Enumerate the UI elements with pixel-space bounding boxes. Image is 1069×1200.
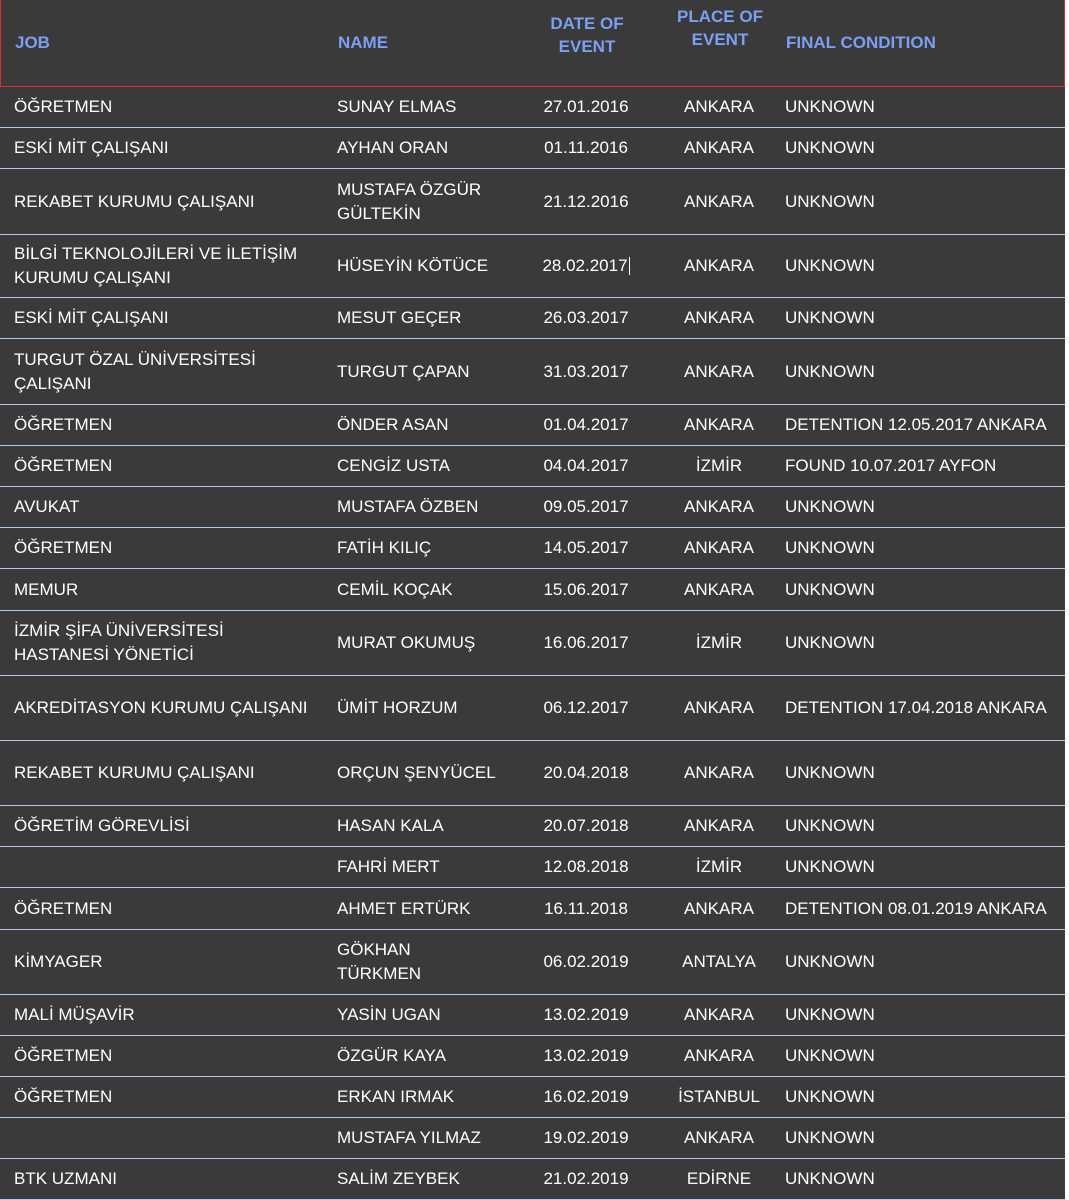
- row-name: ORÇUN ŞENYÜCEL: [337, 763, 496, 782]
- row-name: GÖKHAN TÜRKMEN: [337, 940, 422, 983]
- table-row: [0, 169, 1065, 235]
- row-place: ANKARA: [684, 1005, 754, 1024]
- row-name: MESUT GEÇER: [337, 308, 462, 327]
- table-row: [0, 888, 1065, 930]
- row-final: UNKNOWN: [785, 256, 875, 275]
- row-date: 16.06.2017: [543, 633, 629, 652]
- row-date: 04.04.2017: [543, 456, 629, 475]
- table-row: [0, 446, 1065, 487]
- row-name: FATİH KILIÇ: [337, 538, 432, 557]
- table-row: [0, 741, 1065, 806]
- row-place: ANKARA: [684, 579, 754, 599]
- row-place: ANKARA: [684, 415, 754, 434]
- table-row: [0, 405, 1065, 446]
- row-job: AKREDİTASYON KURUMU ÇALIŞANI: [14, 698, 308, 717]
- row-final: UNKNOWN: [785, 538, 875, 557]
- row-final: UNKNOWN: [785, 1169, 875, 1188]
- row-final: UNKNOWN: [785, 579, 875, 599]
- header-final: FINAL CONDITION: [786, 33, 936, 52]
- row-place: ANTALYA: [682, 952, 756, 971]
- row-final: UNKNOWN: [785, 1087, 875, 1106]
- table-row: [0, 487, 1065, 528]
- row-final: DETENTION 12.05.2017 ANKARA: [785, 415, 1047, 434]
- table-row: [0, 847, 1065, 888]
- row-place: ANKARA: [684, 1128, 754, 1147]
- row-date: 26.03.2017: [543, 308, 629, 327]
- header-name: NAME: [338, 33, 389, 52]
- row-place: ANKARA: [684, 97, 754, 116]
- row-job: KİMYAGER: [14, 952, 103, 971]
- row-job: AVUKAT: [14, 497, 80, 516]
- row-date: 06.12.2017: [543, 698, 629, 717]
- row-date: 16.11.2018: [544, 898, 628, 918]
- row-final: FOUND 10.07.2017 AYFON: [785, 456, 997, 475]
- row-job: ÖĞRETMEN: [14, 1046, 113, 1065]
- row-job: REKABET KURUMU ÇALIŞANI: [14, 763, 255, 782]
- row-date: 31.03.2017: [543, 361, 629, 381]
- row-job: REKABET KURUMU ÇALIŞANI: [14, 191, 255, 211]
- row-job: ÖĞRETİM GÖREVLİSİ: [14, 816, 190, 835]
- row-name: CEMİL KOÇAK: [337, 579, 453, 599]
- table-row: [0, 995, 1065, 1036]
- text-cursor: [629, 257, 630, 275]
- row-name: AYHAN ORAN: [337, 138, 449, 157]
- row-job: BTK UZMANI: [14, 1169, 117, 1188]
- table-row: [0, 676, 1065, 741]
- row-name: YASİN UGAN: [337, 1005, 441, 1024]
- row-name: ÖNDER ASAN: [337, 415, 449, 434]
- table-row: [0, 1036, 1065, 1077]
- row-final: UNKNOWN: [785, 1046, 875, 1065]
- row-final: UNKNOWN: [785, 191, 875, 211]
- row-date: 12.08.2018: [543, 857, 629, 876]
- row-final: DETENTION 08.01.2019 ANKARA: [785, 898, 1047, 918]
- row-place: İSTANBUL: [678, 1087, 760, 1106]
- row-name: HASAN KALA: [337, 816, 444, 835]
- row-name: SALİM ZEYBEK: [337, 1169, 460, 1188]
- row-job: İZMİR ŞİFA ÜNİVERSİTESİ HASTANESİ YÖNETİCİ: [14, 621, 224, 664]
- row-date: 27.01.2016: [543, 97, 629, 116]
- row-job: ÖĞRETMEN: [14, 538, 113, 557]
- table-row: [0, 528, 1065, 569]
- row-place: ANKARA: [684, 138, 754, 157]
- row-final: UNKNOWN: [785, 361, 875, 381]
- row-date: 09.05.2017: [543, 497, 629, 516]
- row-job: MEMUR: [14, 579, 79, 599]
- table-row: [0, 235, 1065, 298]
- header-place: PLACE OF EVENT: [677, 7, 763, 49]
- row-place: İZMİR: [695, 857, 743, 876]
- table-row: [0, 1118, 1065, 1159]
- row-date: 28.02.2017: [542, 256, 628, 275]
- row-place: ANKARA: [684, 308, 754, 327]
- table-row: [0, 569, 1065, 611]
- table-row: [0, 1159, 1065, 1200]
- row-final: DETENTION 17.04.2018 ANKARA: [785, 698, 1047, 717]
- row-date: 14.05.2017: [543, 538, 629, 557]
- header-row: [0, 0, 1065, 87]
- row-place: İZMİR: [695, 633, 743, 652]
- row-final: UNKNOWN: [785, 97, 875, 116]
- row-name: MUSTAFA YILMAZ: [337, 1128, 481, 1147]
- row-name: ÜMİT HORZUM: [337, 698, 458, 717]
- header-date: DATE OF EVENT: [550, 14, 624, 56]
- row-job: [14, 1118, 314, 1158]
- row-date: 21.12.2016: [543, 191, 629, 211]
- row-final: UNKNOWN: [785, 138, 875, 157]
- row-date: 01.04.2017: [543, 415, 629, 434]
- row-date: 13.02.2019: [543, 1005, 629, 1024]
- row-final: UNKNOWN: [785, 633, 875, 652]
- row-job: ESKİ MİT ÇALIŞANI: [14, 308, 169, 327]
- row-place: ANKARA: [684, 763, 754, 782]
- row-final: UNKNOWN: [785, 816, 875, 835]
- row-job: BİLGİ TEKNOLOJİLERİ VE İLETİŞİM KURUMU ÇALIŞANI: [14, 244, 298, 287]
- table-row: [0, 1077, 1065, 1118]
- row-name: CENGİZ USTA: [337, 456, 451, 475]
- row-place: ANKARA: [684, 698, 754, 717]
- row-place: ANKARA: [684, 361, 754, 381]
- row-job: ÖĞRETMEN: [14, 898, 113, 918]
- row-final: UNKNOWN: [785, 857, 875, 876]
- row-place: ANKARA: [684, 816, 754, 835]
- row-date: 01.11.2016: [544, 138, 628, 157]
- row-job: TURGUT ÖZAL ÜNİVERSİTESİ ÇALIŞANI: [14, 349, 256, 393]
- table-row: [0, 611, 1065, 676]
- row-name: FAHRİ MERT: [337, 857, 440, 876]
- row-place: EDİRNE: [686, 1169, 752, 1188]
- row-date: 19.02.2019: [543, 1128, 629, 1147]
- row-job: ÖĞRETMEN: [14, 456, 113, 475]
- row-date: 21.02.2019: [543, 1169, 629, 1188]
- row-name: MUSTAFA ÖZGÜR GÜLTEKİN: [337, 179, 482, 223]
- row-place: ANKARA: [684, 1046, 754, 1065]
- row-date: 16.02.2019: [543, 1087, 629, 1106]
- table-row: [0, 339, 1065, 405]
- row-name: MUSTAFA ÖZBEN: [337, 497, 479, 516]
- row-job: MALİ MÜŞAVİR: [14, 1005, 135, 1024]
- row-name: AHMET ERTÜRK: [337, 898, 471, 918]
- header-job: JOB: [15, 33, 50, 52]
- row-name: ERKAN IRMAK: [337, 1087, 455, 1106]
- row-job: ÖĞRETMEN: [14, 415, 113, 434]
- row-final: UNKNOWN: [785, 1128, 875, 1147]
- row-date: 13.02.2019: [543, 1046, 629, 1065]
- row-final: UNKNOWN: [785, 763, 875, 782]
- row-place: ANKARA: [684, 898, 754, 918]
- row-date: 15.06.2017: [543, 579, 629, 599]
- table-row: [0, 806, 1065, 847]
- table-row: [0, 128, 1065, 169]
- row-name: ÖZGÜR KAYA: [337, 1046, 446, 1065]
- row-job: ÖĞRETMEN: [14, 1087, 113, 1106]
- row-date: 20.07.2018: [543, 816, 629, 835]
- row-place: İZMİR: [695, 456, 743, 475]
- row-job: ÖĞRETMEN: [14, 97, 113, 116]
- row-date: 06.02.2019: [543, 952, 629, 971]
- row-name: HÜSEYİN KÖTÜCE: [337, 256, 489, 275]
- row-place: ANKARA: [684, 256, 754, 275]
- table-row: [0, 298, 1065, 339]
- row-place: ANKARA: [684, 497, 754, 516]
- table-row: [0, 87, 1065, 128]
- table-row: [0, 930, 1065, 995]
- row-name: MURAT OKUMUŞ: [337, 633, 476, 652]
- row-final: UNKNOWN: [785, 308, 875, 327]
- row-job: [14, 847, 314, 887]
- row-place: ANKARA: [684, 538, 754, 557]
- page-edge: [1065, 0, 1069, 1200]
- row-job: ESKİ MİT ÇALIŞANI: [14, 138, 169, 157]
- row-name: TURGUT ÇAPAN: [337, 361, 470, 381]
- row-place: ANKARA: [684, 191, 754, 211]
- row-date: 20.04.2018: [543, 763, 629, 782]
- row-final: UNKNOWN: [785, 497, 875, 516]
- row-final: UNKNOWN: [785, 1005, 875, 1024]
- row-final: UNKNOWN: [785, 952, 875, 971]
- row-name: SUNAY ELMAS: [337, 97, 457, 116]
